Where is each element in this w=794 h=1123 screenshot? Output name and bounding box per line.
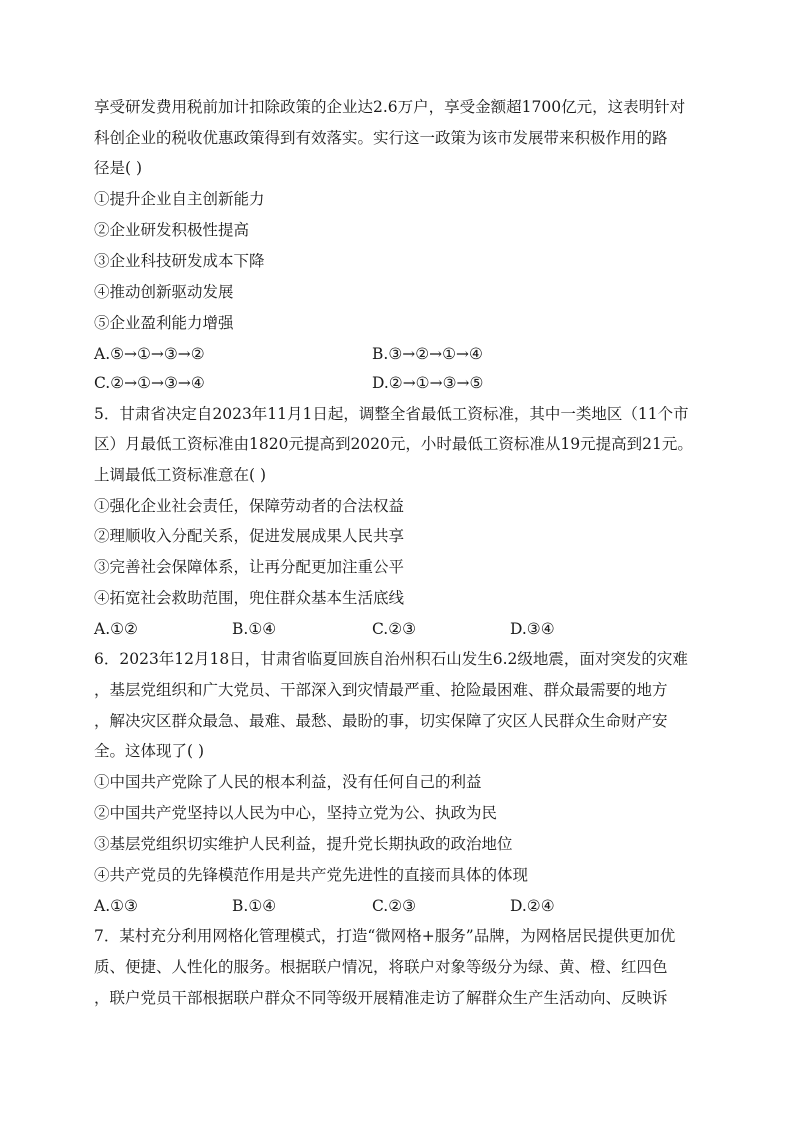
q7-stem-line-3: ，联户党员干部根据联户群众不同等级开展精准走访了解群众生产生活动向、反映诉 — [94, 989, 668, 1007]
q5-item-4: ④拓宽社会救助范围，兜住群众基本生活底线 — [94, 589, 405, 607]
q6-stem-line-1: 6．2023年12月18日，甘肃省临夏回族自治州积石山发生6.2级地震，面对突发的灾难 — [94, 650, 688, 668]
q4-stem-line-3: 径是( ) — [94, 159, 143, 177]
q6-option-a: A.①③ — [94, 897, 138, 915]
q5-option-c: C.②③ — [372, 620, 417, 638]
q4-item-4: ④推动创新驱动发展 — [94, 283, 234, 301]
q4-option-a: A.⑤→①→③→② — [94, 345, 205, 363]
q6-option-b: B.①④ — [232, 897, 277, 915]
q4-option-d: D.②→①→③→⑤ — [372, 374, 484, 392]
q7-stem-line-1: 7．某村充分利用网格化管理模式，打造“微网格+服务”品牌，为网格居民提供更加优 — [94, 927, 676, 945]
q6-options-row — [94, 896, 714, 916]
q4-options-row-2 — [94, 373, 714, 393]
q4-option-b: B.③→②→①→④ — [372, 345, 483, 363]
q5-item-1: ①强化企业社会责任，保障劳动者的合法权益 — [94, 497, 405, 515]
q5-options-row — [94, 619, 714, 639]
q5-option-d: D.③④ — [510, 620, 555, 638]
q6-item-2: ②中国共产党坚持以人民为中心，坚持立党为公、执政为民 — [94, 804, 498, 822]
q4-options-row-1 — [94, 344, 714, 364]
q6-item-3: ③基层党组织切实维护人民利益，提升党长期执政的政治地位 — [94, 835, 513, 853]
q5-item-3: ③完善社会保障体系，让再分配更加注重公平 — [94, 558, 405, 576]
q4-item-5: ⑤企业盈利能力增强 — [94, 314, 234, 332]
q6-stem-line-4: 全。这体现了( ) — [94, 742, 205, 760]
q5-stem-line-1: 5．甘肃省决定自2023年11月1日起，调整全省最低工资标准，其中一类地区（11个市 — [94, 405, 689, 423]
q4-item-1: ①提升企业自主创新能力 — [94, 190, 265, 208]
q4-stem-line-2: 科创企业的税收优惠政策得到有效落实。实行这一政策为该市发展带来积极作用的路 — [94, 129, 668, 147]
q5-stem-line-3: 上调最低工资标准意在( ) — [94, 466, 267, 484]
q5-stem-line-2: 区）月最低工资标准由1820元提高到2020元，小时最低工资标准从19元提高到21元。 — [94, 435, 693, 453]
q4-option-c: C.②→①→③→④ — [94, 374, 205, 392]
q6-stem-line-2: ，基层党组织和广大党员、干部深入到灾情最严重、抢险最困难、群众最需要的地方 — [94, 681, 668, 699]
q5-option-a: A.①② — [94, 620, 138, 638]
q4-stem-line-1: 享受研发费用税前加计扣除政策的企业达2.6万户，享受金额超1700亿元，这表明针对 — [94, 98, 686, 116]
q6-stem-line-3: ，解决灾区群众最急、最难、最愁、最盼的事，切实保障了灾区人民群众生命财产安 — [94, 712, 668, 730]
q6-item-4: ④共产党员的先锋模范作用是共产党先进性的直接而具体的体现 — [94, 866, 529, 884]
q6-item-1: ①中国共产党除了人民的根本利益，没有任何自己的利益 — [94, 773, 482, 791]
q7-stem-line-2: 质、便捷、人性化的服务。根据联户情况，将联户对象等级分为绿、黄、橙、红四色 — [94, 958, 668, 976]
q5-item-2: ②理顺收入分配关系，促进发展成果人民共享 — [94, 527, 405, 545]
q4-item-2: ②企业研发积极性提高 — [94, 221, 250, 239]
q4-item-3: ③企业科技研发成本下降 — [94, 252, 265, 270]
q6-option-c: C.②③ — [372, 897, 417, 915]
q5-option-b: B.①④ — [232, 620, 277, 638]
q6-option-d: D.②④ — [510, 897, 555, 915]
